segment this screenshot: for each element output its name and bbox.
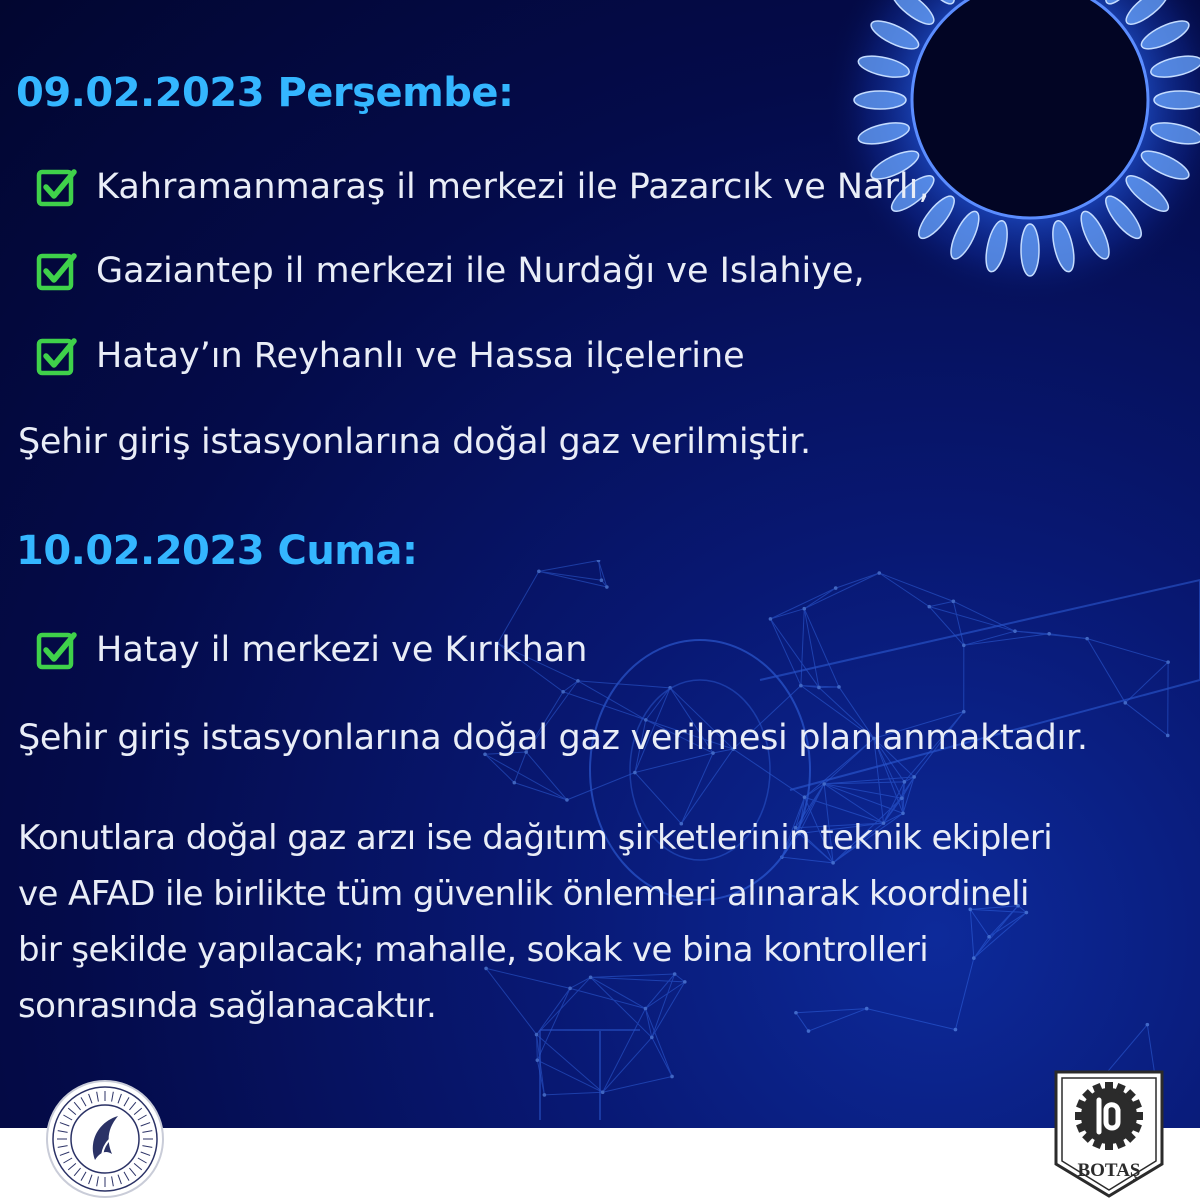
network-edge: [539, 560, 599, 571]
network-node: [537, 570, 541, 574]
gear-tooth: [1075, 1112, 1085, 1120]
network-edge: [804, 573, 879, 609]
network-node: [1013, 629, 1017, 633]
network-node: [605, 585, 609, 589]
footer-band: [0, 1128, 1200, 1200]
network-edge: [485, 754, 567, 800]
flame-petal: [854, 91, 906, 109]
list-item-label: Hatay’ın Reyhanlı ve Hassa ilçelerine: [96, 336, 745, 376]
paragraph-line: bir şekilde yapılacak; mahalle, sokak ve bina kontrolleri: [18, 930, 929, 970]
network-edge: [836, 573, 880, 588]
gear-tooth: [1105, 1140, 1113, 1150]
list-item: [36, 331, 745, 381]
network-edge: [964, 634, 1049, 646]
network-node: [822, 782, 826, 786]
paragraph-line: sonrasında sağlanacaktır.: [18, 986, 437, 1026]
gear-tooth: [1105, 1082, 1113, 1092]
network-edge: [1049, 634, 1087, 639]
network-edge: [544, 1092, 602, 1095]
gas-flame-burner-graphic: [820, 0, 1200, 310]
status-note-planned: Şehir giriş istasyonlarına doğal gaz verilmesi planlanmaktadır.: [18, 718, 1088, 758]
checkbox-checked-icon: [36, 629, 78, 671]
network-edge: [804, 588, 835, 609]
network-node: [837, 685, 841, 689]
checkbox-checked-icon: [36, 335, 78, 377]
date-heading-thursday: 09.02.2023 Perşembe:: [16, 70, 514, 116]
list-item: [36, 162, 930, 212]
network-edge: [537, 1060, 602, 1092]
network-edge: [801, 609, 804, 686]
network-node: [1047, 632, 1051, 636]
network-node: [799, 684, 803, 688]
list-item: [36, 246, 865, 296]
network-node: [834, 586, 838, 590]
network-node: [769, 617, 773, 621]
network-node: [903, 780, 907, 784]
network-node: [962, 644, 966, 648]
network-node: [670, 1075, 674, 1079]
network-node: [962, 710, 966, 714]
network-edge: [1125, 662, 1168, 703]
network-edge: [646, 688, 670, 720]
network-edge: [603, 1076, 672, 1092]
network-edge: [652, 1037, 672, 1076]
network-edge: [1125, 703, 1167, 736]
paragraph-line: ve AFAD ile birlikte tüm güvenlik önlemleri alınarak koordineli: [18, 874, 1029, 914]
network-edge: [964, 631, 1015, 645]
network-edge: [563, 681, 578, 692]
network-node: [543, 1093, 547, 1097]
network-node: [576, 679, 580, 683]
flame-petal: [1154, 91, 1200, 109]
network-node: [1124, 701, 1128, 705]
distribution-paragraph: [18, 810, 1198, 1034]
network-node: [900, 796, 904, 800]
list-item-label: Kahramanmaraş il merkezi ile Pazarcık ve Narlı,: [96, 167, 930, 207]
network-edge: [537, 1035, 603, 1093]
paragraph-line: Konutlara doğal gaz arzı ise dağıtım şirketlerinin teknik ekipleri: [18, 818, 1053, 858]
network-node: [561, 690, 565, 694]
network-edge: [804, 609, 839, 687]
network-edge: [824, 784, 903, 813]
network-node: [513, 781, 517, 785]
checkbox-checked-icon: [36, 250, 78, 292]
gear-tooth: [1133, 1112, 1143, 1120]
network-edge: [879, 573, 953, 601]
list-item-label: Hatay il merkezi ve Kırıkhan: [96, 630, 588, 670]
network-edge: [879, 573, 929, 607]
ministry-seal-logo: [40, 1078, 170, 1200]
network-edge: [770, 609, 804, 619]
network-node: [877, 571, 881, 575]
network-edge: [819, 687, 839, 688]
network-node: [952, 600, 956, 604]
network-edge: [599, 560, 602, 580]
network-edge: [603, 1037, 652, 1092]
network-node: [817, 686, 821, 690]
date-heading-friday: 10.02.2023 Cuma:: [16, 528, 418, 574]
botas-wordmark: BOTAŞ: [1077, 1160, 1141, 1181]
list-item: [36, 625, 587, 675]
list-item-label: Gaziantep il merkezi ile Nurdağı ve Islahiye,: [96, 251, 865, 291]
network-edge: [929, 601, 953, 606]
network-node: [597, 560, 601, 562]
network-node: [633, 771, 637, 775]
network-edge: [599, 560, 607, 587]
network-node: [536, 1058, 540, 1062]
network-node: [1085, 637, 1089, 641]
network-edge: [804, 609, 819, 688]
botas-logo: [1050, 1066, 1168, 1200]
network-edge: [567, 773, 635, 800]
network-node: [1166, 660, 1170, 664]
network-node: [600, 578, 604, 582]
network-edge: [770, 588, 835, 619]
checkbox-checked-icon: [36, 166, 78, 208]
network-node: [601, 1090, 605, 1094]
status-note-delivered: Şehir giriş istasyonlarına doğal gaz verilmiştir.: [18, 422, 811, 462]
network-node: [565, 798, 569, 802]
network-node: [912, 775, 916, 779]
network-node: [803, 795, 807, 799]
network-edge: [578, 681, 670, 688]
network-node: [927, 605, 931, 609]
network-node: [802, 607, 806, 611]
flame-petal: [1021, 224, 1039, 276]
network-node: [1166, 734, 1170, 738]
network-node: [650, 1036, 654, 1040]
